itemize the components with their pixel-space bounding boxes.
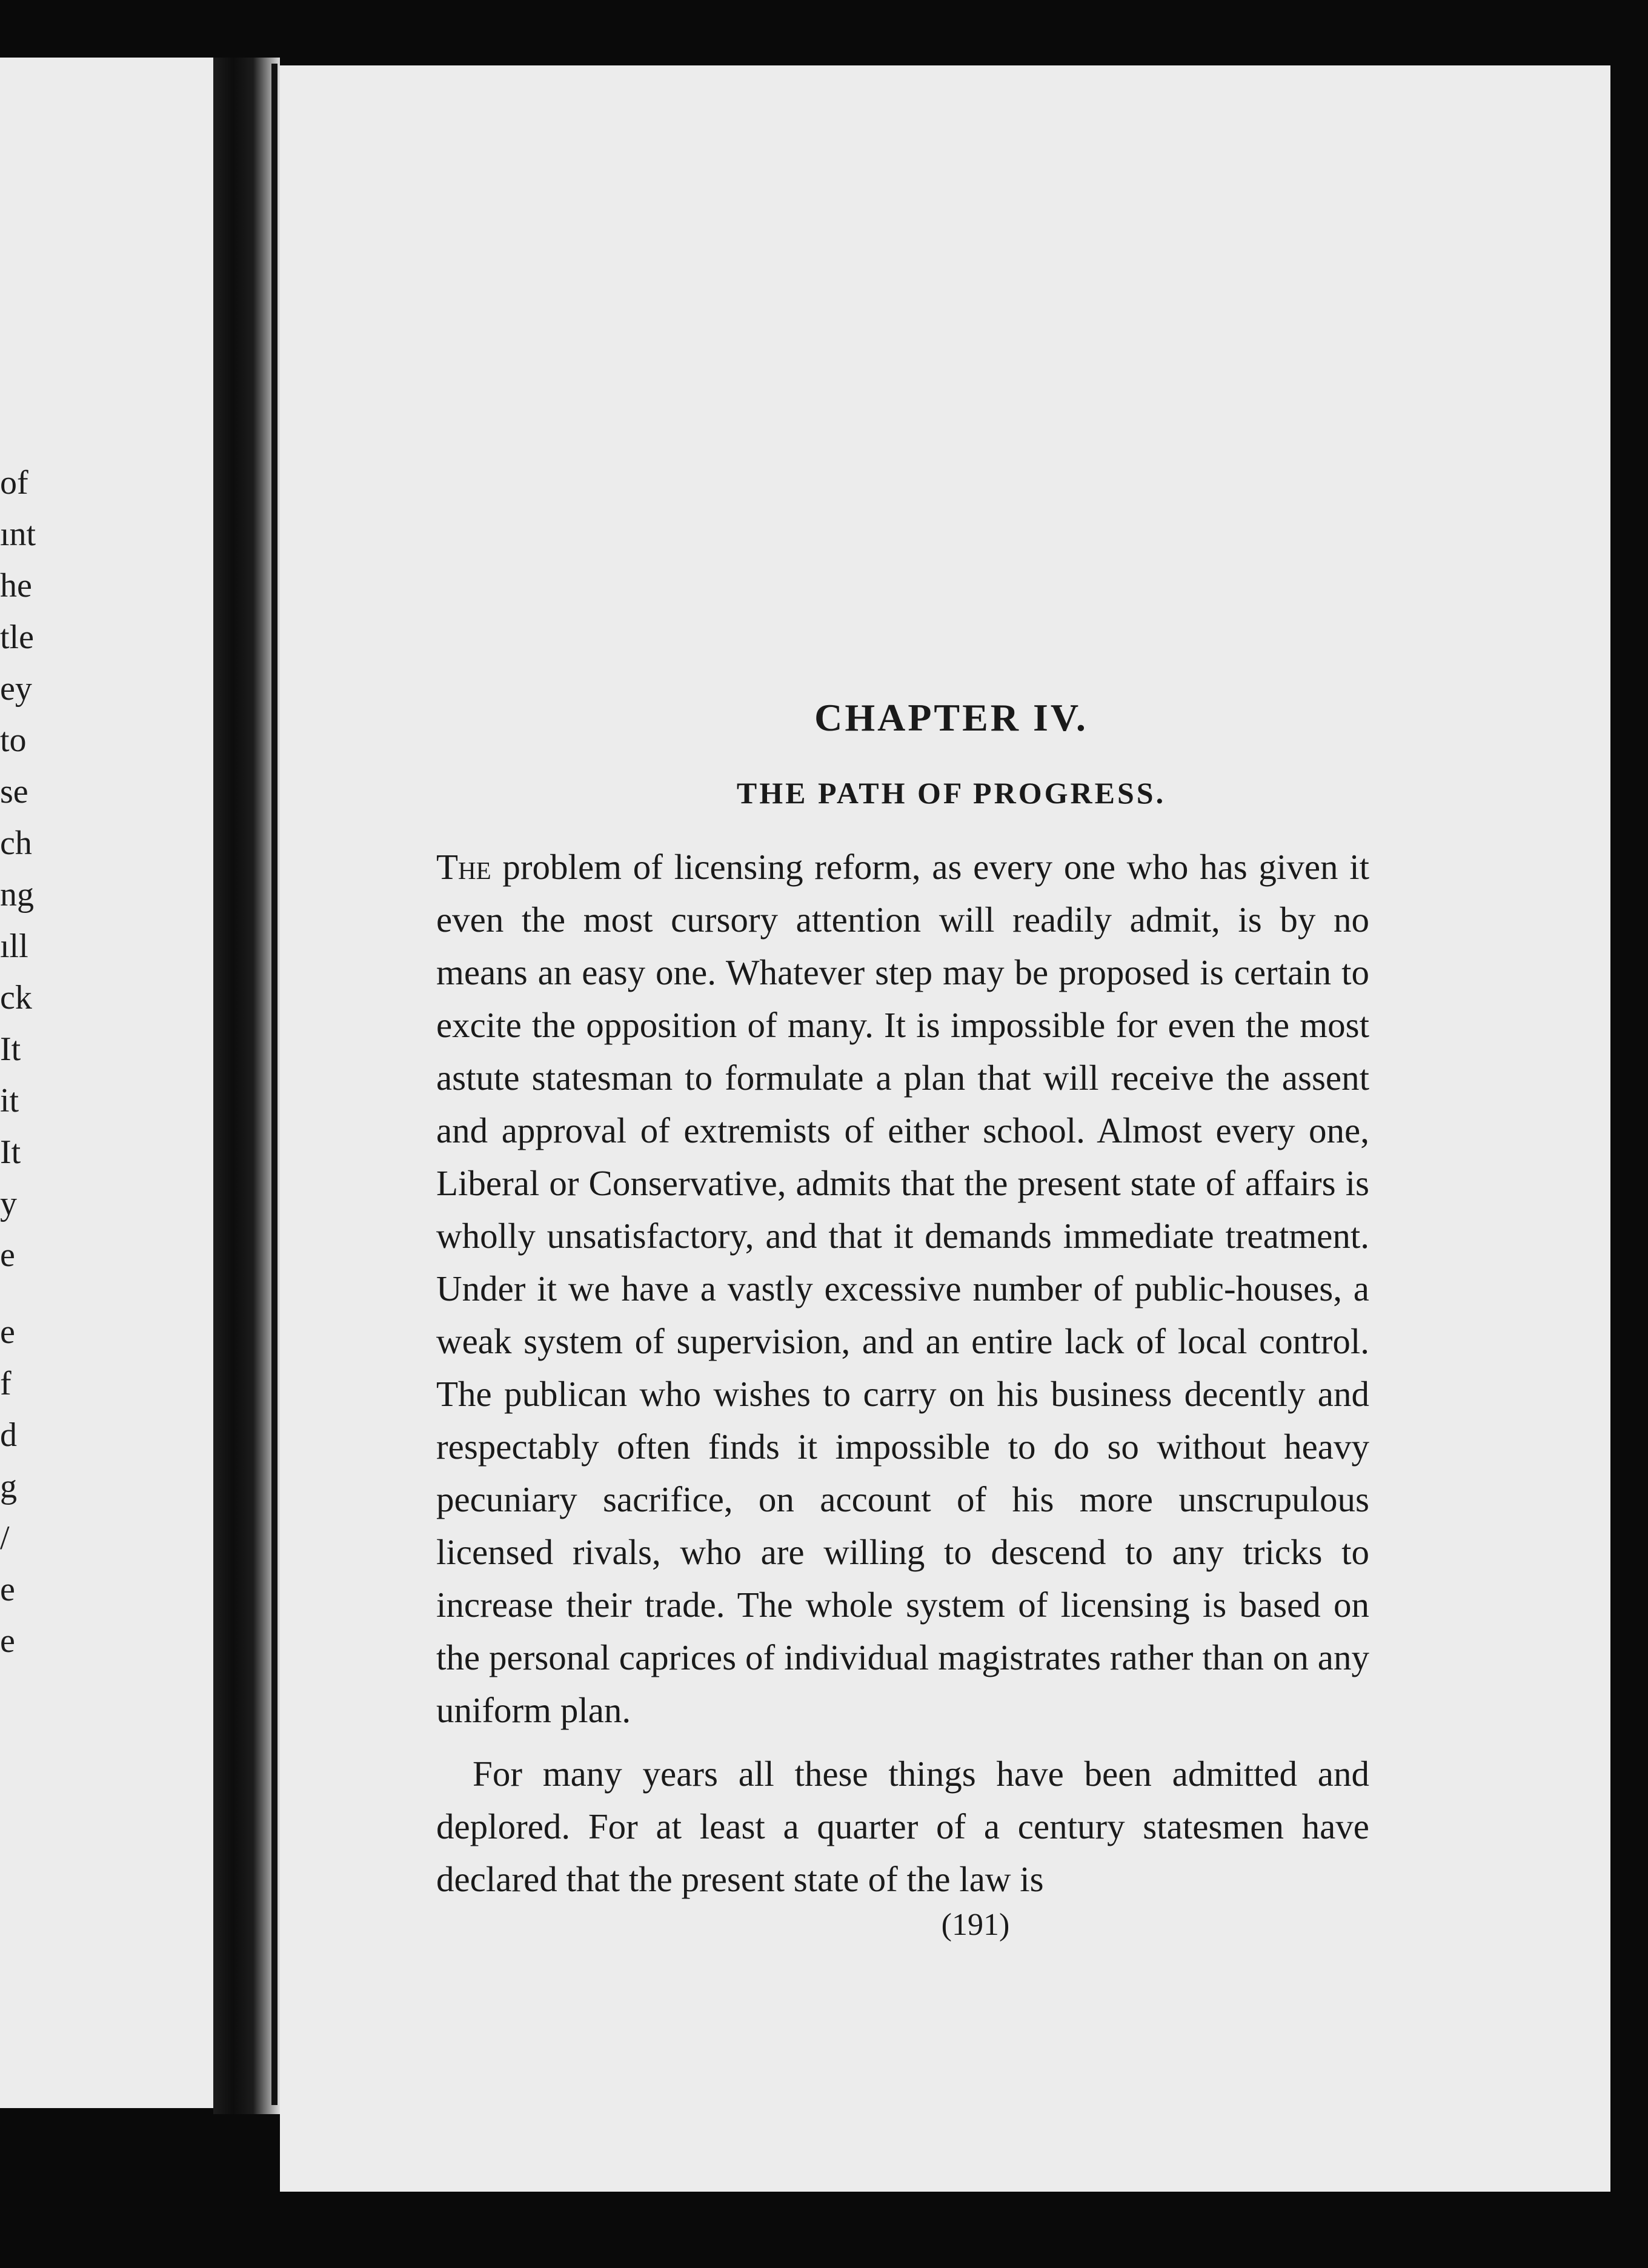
paragraph-text: problem of licensing reform, as every one who has given it even the most cursory attention will readily admit, is by no means an easy one. Whatever step may be proposed is certain to excite the opposition of many. It is impossible for even the most astute statesman to formulate a plan that will receive the assent and approval of extremists of either school. Almost every one, Liberal or Conservative, admits that the present state of affairs is wholly unsatisfactory, and that it demands immediate treatment. Under it we have a vastly excessive number of public-houses, a weak system of supervision, and an entire lack of local control. The publican who wishes to carry on his business decently and respectably often finds it impossible to do so without heavy pecuniary sacrifice, on account of his more unscrupulous licensed rivals, who are willing to descend to any tricks to increase their trade. The whole system of licensing is based on the personal caprices of individual magistrates rather than on any uniform plan. <box>436 847 1369 1730</box>
line-fragment: se <box>0 773 28 811</box>
line-fragment: d <box>0 1416 17 1454</box>
line-fragment: ck <box>0 979 32 1016</box>
line-fragment: ıll <box>0 927 28 965</box>
line-fragment: e <box>0 1313 15 1351</box>
line-fragment: / <box>0 1519 10 1557</box>
line-fragment: e <box>0 1622 15 1660</box>
paragraph-lead-word: The <box>436 847 491 887</box>
line-fragment: g <box>0 1468 17 1505</box>
left-page-text-fragments <box>0 457 73 1667</box>
page-text-block <box>436 623 1369 1943</box>
chapter-title: CHAPTER IV. <box>814 696 1088 739</box>
line-fragment: he <box>0 567 32 605</box>
line-fragment: of <box>0 464 28 502</box>
line-fragment: ınt <box>0 516 36 553</box>
line-fragment: It <box>0 1030 21 1068</box>
line-fragment: it <box>0 1082 19 1119</box>
book-gutter <box>213 58 280 2114</box>
line-fragment: ng <box>0 876 34 913</box>
paragraph <box>436 841 1369 1737</box>
paragraph-text: For many years all these things have been admitted and deplored. For at least a quarter of a century statesmen have declared that the present state of the law is <box>436 1754 1369 1899</box>
line-fragment: e <box>0 1236 15 1274</box>
paragraph <box>436 1748 1369 1906</box>
line-fragment: ch <box>0 824 32 862</box>
line-fragment: tle <box>0 618 34 656</box>
line-fragment: e <box>0 1571 15 1608</box>
line-fragment: to <box>0 721 27 759</box>
right-page <box>280 65 1610 2192</box>
chapter-subtitle: THE PATH OF PROGRESS. <box>736 776 1166 810</box>
page-number: (191) <box>941 1908 1010 1942</box>
line-fragment: ey <box>0 670 32 708</box>
line-fragment: It <box>0 1133 21 1171</box>
gutter-shadow-line <box>271 64 277 2105</box>
line-fragment: y <box>0 1185 17 1222</box>
line-fragment: f <box>0 1365 12 1402</box>
line-gap <box>0 1281 73 1307</box>
